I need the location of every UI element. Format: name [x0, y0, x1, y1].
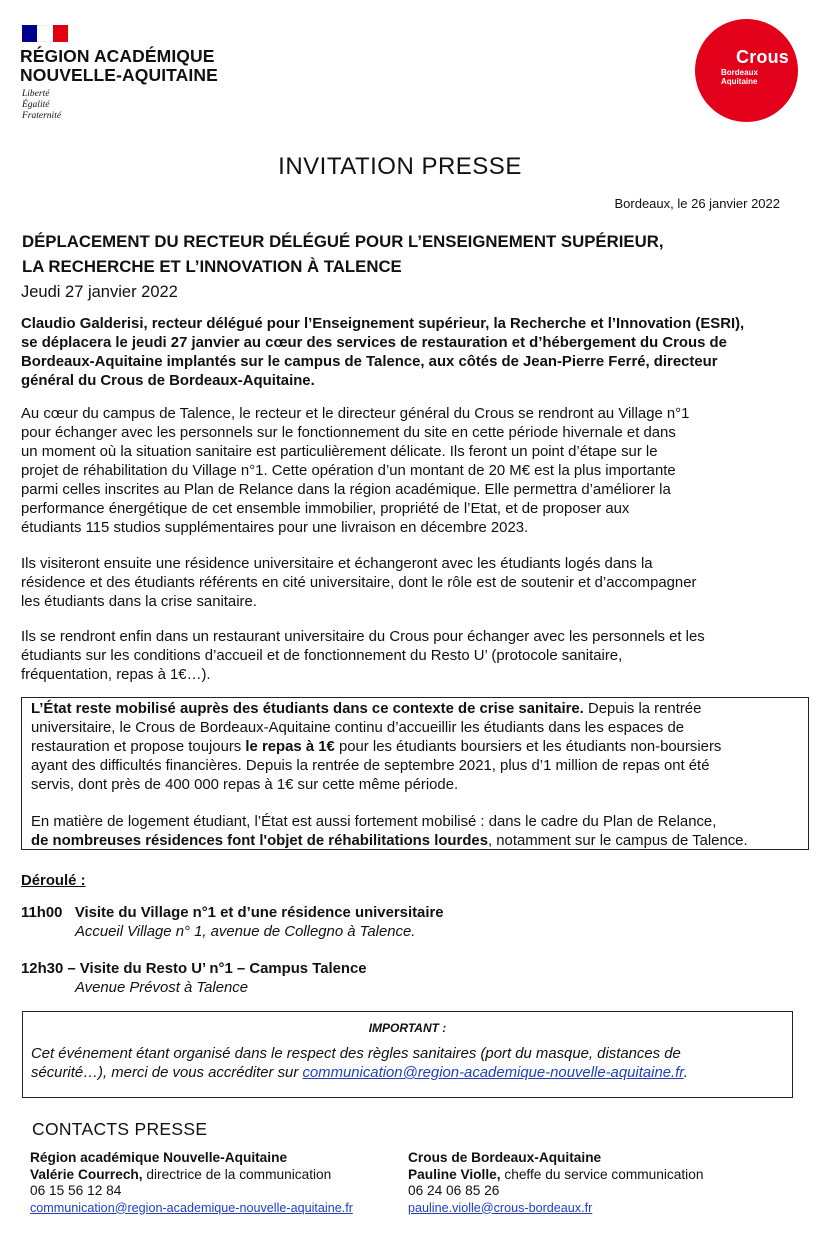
- contact-name: Valérie Courrech,: [30, 1166, 143, 1182]
- paragraph-line: projet de réhabilitation du Village n°1. Cette opération d’un montant de 20 M€ est la plus importante: [21, 463, 676, 479]
- intro-line: Claudio Galderisi, recteur délégué pour l’Enseignement supérieur, la Recherche et l’Innovation (ESRI),: [21, 316, 745, 332]
- box-bold-text: L’État reste mobilisé auprès des étudiants dans ce contexte de crise sanitaire.: [31, 701, 584, 717]
- crous-logo-sub1: Bordeaux: [721, 68, 758, 77]
- box-line: servis, dont près de 400 000 repas à 1€ sur cette même période.: [31, 777, 459, 793]
- important-box: [22, 1011, 793, 1098]
- box-line: [31, 832, 801, 851]
- republic-motto: [22, 89, 61, 122]
- contact-role: cheffe du service communication: [500, 1166, 704, 1182]
- motto-liberte: Liberté: [22, 89, 50, 99]
- document-title: INVITATION PRESSE: [278, 153, 522, 180]
- box-paragraph-housing: [31, 813, 801, 851]
- schedule-time: 11h00: [21, 905, 63, 921]
- schedule-time: 12h30: [21, 961, 64, 977]
- organization-name: [20, 47, 218, 85]
- headline: [22, 229, 663, 279]
- organization-name-line2: NOUVELLE-AQUITAINE: [20, 65, 218, 85]
- box-line: [31, 700, 801, 719]
- accreditation-email-link[interactable]: communication@region-academique-nouvelle-aquitaine.fr: [302, 1065, 684, 1081]
- paragraph-line: pour échanger avec les personnels sur le fonctionnement du site en cette période hivernale et dans: [21, 425, 676, 441]
- contact-region: [30, 1150, 353, 1216]
- box-text: pour les étudiants boursiers et les étudiants non-boursiers: [334, 739, 722, 755]
- intro-line: se déplacera le jeudi 27 janvier au cœur des services de restauration et d’hébergement du Crous de: [21, 335, 727, 351]
- contact-phone: 06 15 56 12 84: [30, 1183, 122, 1198]
- box-line: universitaire, le Crous de Bordeaux-Aquitaine continu d’accueillir les étudiants dans les espaces de: [31, 720, 685, 736]
- box-text: restauration et propose toujours: [31, 739, 246, 755]
- paragraph-restaurant: [21, 628, 809, 685]
- intro-line: général du Crous de Bordeaux-Aquitaine.: [21, 373, 315, 389]
- organization-name-line1: RÉGION ACADÉMIQUE: [20, 46, 215, 66]
- contact-email-link[interactable]: pauline.violle@crous-bordeaux.fr: [408, 1200, 593, 1215]
- schedule-heading: Déroulé :: [21, 873, 86, 889]
- paragraph-line: fréquentation, repas à 1€…).: [21, 667, 211, 683]
- schedule-separator: –: [63, 961, 80, 977]
- contact-crous: [408, 1150, 703, 1216]
- box-text: Depuis la rentrée: [583, 701, 702, 717]
- schedule-place: Avenue Prévost à Talence: [75, 980, 249, 996]
- crous-logo-name: Crous: [736, 47, 790, 67]
- important-text-part: sécurité…), merci de vous accréditer sur: [31, 1065, 303, 1081]
- schedule-title: Visite du Village n°1 et d’une résidence universitaire: [74, 905, 444, 921]
- intro-paragraph: [21, 315, 809, 391]
- contact-person: [30, 1167, 353, 1184]
- paragraph-residence: [21, 555, 809, 612]
- paragraph-line: Ils se rendront enfin dans un restaurant universitaire du Crous pour échanger avec les personnels et les: [21, 629, 705, 645]
- important-line: [31, 1064, 688, 1083]
- republic-flag-logo: [22, 25, 68, 42]
- contact-org: Crous de Bordeaux-Aquitaine: [408, 1150, 602, 1165]
- box-text: , notamment sur le campus de Talence.: [487, 833, 748, 849]
- schedule-title: Visite du Resto U’ n°1 – Campus Talence: [79, 961, 367, 977]
- paragraph-line: résidence et des étudiants référents en cité universitaire, dont le rôle est de soutenir et d’accompagner: [21, 575, 697, 591]
- paragraph-line: Ils visiteront ensuite une résidence universitaire et échangeront avec les étudiants logés dans la: [21, 556, 653, 572]
- box-paragraph-meals: [31, 700, 801, 795]
- contact-email-link[interactable]: communication@region-academique-nouvelle-aquitaine.fr: [30, 1200, 353, 1215]
- box-bold-text: le repas à 1€: [245, 739, 335, 755]
- event-date: Jeudi 27 janvier 2022: [21, 283, 178, 301]
- state-mobilization-box: [21, 697, 809, 850]
- box-line: En matière de logement étudiant, l’État est aussi fortement mobilisé : dans le cadre du Plan de Relance,: [31, 814, 717, 830]
- contact-role: directrice de la communication: [142, 1166, 332, 1182]
- important-line: Cet événement étant organisé dans le respect des règles sanitaires (port du masque, distances de: [31, 1046, 681, 1062]
- paragraph-line: étudiants 115 studios supplémentaires pour une livraison en décembre 2023.: [21, 520, 529, 536]
- crous-logo-subtitle: [721, 68, 758, 86]
- contact-phone: 06 24 06 85 26: [408, 1183, 500, 1198]
- motto-fraternite: Fraternité: [22, 111, 62, 121]
- contact-name: Pauline Violle,: [408, 1166, 501, 1182]
- crous-logo-sub2: Aquitaine: [721, 77, 758, 86]
- important-text: [31, 1045, 688, 1083]
- paragraph-line: les étudiants dans la crise sanitaire.: [21, 594, 257, 610]
- schedule-item: [21, 960, 367, 998]
- box-line: ayant des difficultés financières. Depuis la rentrée de septembre 2021, plus d’1 million de repas ont été: [31, 758, 710, 774]
- paragraph-line: un moment où la situation sanitaire est particulièrement délicate. Ils feront un point d’étape sur le: [21, 444, 658, 460]
- important-title: IMPORTANT :: [368, 1021, 447, 1035]
- schedule-place: Accueil Village n° 1, avenue de Collegno à Talence.: [75, 924, 416, 940]
- paragraph-line: étudiants sur les conditions d’accueil et de fonctionnement du Resto U’ (protocole sanitaire,: [21, 648, 623, 664]
- dateline: Bordeaux, le 26 janvier 2022: [614, 196, 780, 211]
- paragraph-line: parmi celles inscrites au Plan de Relance dans la région académique. Elle permettra d’améliorer la: [21, 482, 671, 498]
- contact-person: [408, 1167, 703, 1184]
- box-bold-text: de nombreuses résidences font l'objet de réhabilitations lourdes: [31, 833, 488, 849]
- motto-egalite: Égalité: [22, 100, 50, 110]
- intro-line: Bordeaux-Aquitaine implantés sur le campus de Talence, aux côtés de Jean-Pierre Ferré, directeur: [21, 354, 718, 370]
- paragraph-village: [21, 405, 809, 538]
- schedule-item: [21, 904, 444, 942]
- contacts-heading: CONTACTS PRESSE: [32, 1119, 208, 1139]
- paragraph-line: performance énergétique de cet ensemble immobilier, propriété de l’Etat, et de proposer aux: [21, 501, 630, 517]
- box-line: [31, 738, 801, 757]
- paragraph-line: Au cœur du campus de Talence, le recteur et le directeur général du Crous se rendront au Village n°1: [21, 406, 690, 422]
- schedule-separator: [62, 905, 74, 921]
- crous-logo: [695, 19, 798, 122]
- important-text-part: .: [683, 1065, 688, 1081]
- contact-org: Région académique Nouvelle-Aquitaine: [30, 1150, 288, 1165]
- headline-line2: LA RECHERCHE ET L’INNOVATION À TALENCE: [22, 257, 402, 276]
- headline-line1: DÉPLACEMENT DU RECTEUR DÉLÉGUÉ POUR L’ENSEIGNEMENT SUPÉRIEUR,: [22, 232, 664, 251]
